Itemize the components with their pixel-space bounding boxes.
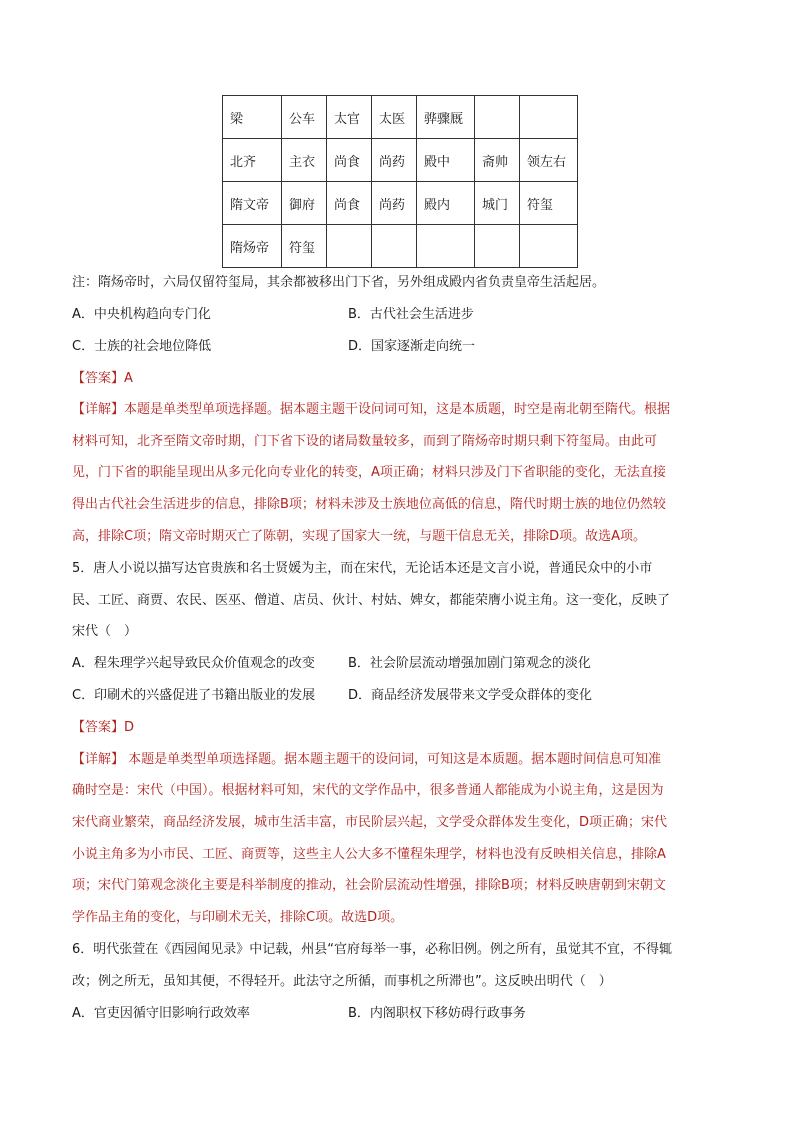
table-cell	[327, 225, 372, 268]
option-c: C．士族的社会地位降低	[72, 339, 212, 354]
table-cell: 主衣	[282, 139, 327, 182]
explanation-line: 确时空是：宋代（中国）。根据材料可知，宋代的文学作品中，很多普通人都能成为小说主角，这是因为	[72, 783, 664, 798]
table-cell: 隋文帝	[223, 182, 282, 225]
question-stem: 5．唐人小说以描写达官贵族和名士贤媛为主，而在宋代，无论话本还是文言小说，普通民众中的小市	[72, 561, 653, 576]
bureau-table	[222, 95, 578, 268]
option-d: D．国家逐渐走向统一	[348, 339, 476, 354]
option-b: B．内阁职权下移妨碍行政事务	[348, 1006, 526, 1021]
table-cell	[520, 225, 578, 268]
table-cell: 殿中	[417, 139, 475, 182]
table-cell: 城门	[475, 182, 520, 225]
option-a: A．中央机构趋向专门化	[72, 307, 211, 322]
table-cell: 北齐	[223, 139, 282, 182]
table-cell: 隋炀帝	[223, 225, 282, 268]
table-row	[223, 182, 578, 225]
table-cell	[372, 225, 417, 268]
table-cell	[475, 96, 520, 139]
table-cell: 尚药	[372, 182, 417, 225]
answer-label: 【答案】D	[72, 720, 135, 735]
table-cell	[475, 225, 520, 268]
explanation-line: 材料可知，北齐至隋文帝时期，门下省下设的诸局数量较多，而到了隋炀帝时期只剩下符玺局。由此可	[72, 434, 658, 449]
explanation-line: 项；宋代门第观念淡化主要是科举制度的推动，社会阶层流动性增强，排除B项；材料反映唐朝到宋朝文	[72, 878, 666, 893]
table-cell: 公车	[282, 96, 327, 139]
explanation-line: 得出古代社会生活进步的信息，排除B项；材料未涉及士族地位高低的信息，隋代时期士族的地位仍然较	[72, 497, 666, 512]
table-cell: 领左右	[520, 139, 578, 182]
explanation-line: 宋代商业繁荣，商品经济发展，城市生活丰富，市民阶层兴起，文学受众群体发生变化，D项正确；宋代	[72, 815, 668, 830]
table-cell	[520, 96, 578, 139]
option-d: D．商品经济发展带来文学受众群体的变化	[348, 688, 593, 703]
question-stem: 6．明代张萱在《西园闻见录》中记载，州县“官府每举一事，必称旧例。例之所有，虽觉其不宜，不得辄	[72, 942, 673, 957]
table-cell	[417, 225, 475, 268]
option-b: B．古代社会生活进步	[348, 307, 474, 322]
explanation-line: 高，排除C项；隋文帝时期灭亡了陈朝，实现了国家大一统，与题干信息无关，排除D项。故选A项。	[72, 529, 646, 544]
explanation-line: 【详解】 本题是单类型单项选择题。据本题主题干的设问词，可知这是本质题。据本题时间信息可知准	[72, 752, 662, 767]
question-stem: 改；例之所无，虽知其便，不得轻开。此法守之所循，而事机之所滞也”。这反映出明代（ ）	[72, 974, 612, 989]
explanation-line: 见，门下省的职能呈现出从多元化向专业化的转变，A项正确；材料只涉及门下省职能的变化，无法直接	[72, 465, 666, 480]
answer-label: 【答案】A	[72, 371, 133, 386]
table-cell: 殿内	[417, 182, 475, 225]
explanation-line: 学作品主角的变化，与印刷术无关，排除C项。故选D项。	[72, 910, 404, 925]
question-stem: 民、工匠、商贾、农民、医巫、僧道、店员、伙计、村姑、婢女，都能荣膺小说主角。这一变化，反映了	[72, 593, 671, 608]
option-a: A．程朱理学兴起导致民众价值观念的改变	[72, 656, 315, 671]
option-c: C．印刷术的兴盛促进了书籍出版业的发展	[72, 688, 316, 703]
table-row	[223, 225, 578, 268]
option-a: A．官吏因循守旧影响行政效率	[72, 1006, 250, 1021]
table-cell: 符玺	[282, 225, 327, 268]
table-row	[223, 139, 578, 182]
explanation-line: 【详解】本题是单类型单项选择题。据本题主题干设问词可知，这是本质题，时空是南北朝至隋代。根据	[72, 402, 671, 417]
table-cell: 符玺	[520, 182, 578, 225]
explanation-line: 小说主角多为小市民、工匠、商贾等，这些主人公大多不懂程朱理学，材料也没有反映相关信息，排除A	[72, 847, 666, 862]
table-cell: 尚药	[372, 139, 417, 182]
question-stem: 宋代（ ）	[72, 624, 138, 639]
table-row	[223, 96, 578, 139]
option-b: B．社会阶层流动增强加剧门第观念的淡化	[348, 656, 591, 671]
table-cell: 尚食	[327, 139, 372, 182]
table-cell: 御府	[282, 182, 327, 225]
table-cell: 梁	[223, 96, 282, 139]
table-cell: 太医	[372, 96, 417, 139]
table-cell: 斋帅	[475, 139, 520, 182]
table-cell: 骅骤厩	[417, 96, 475, 139]
table-note: 注：隋炀帝时，六局仅留符玺局，其余都被移出门下省，另外组成殿内省负责皇帝生活起居。	[72, 275, 606, 290]
table-cell: 太官	[327, 96, 372, 139]
table-cell: 尚食	[327, 182, 372, 225]
